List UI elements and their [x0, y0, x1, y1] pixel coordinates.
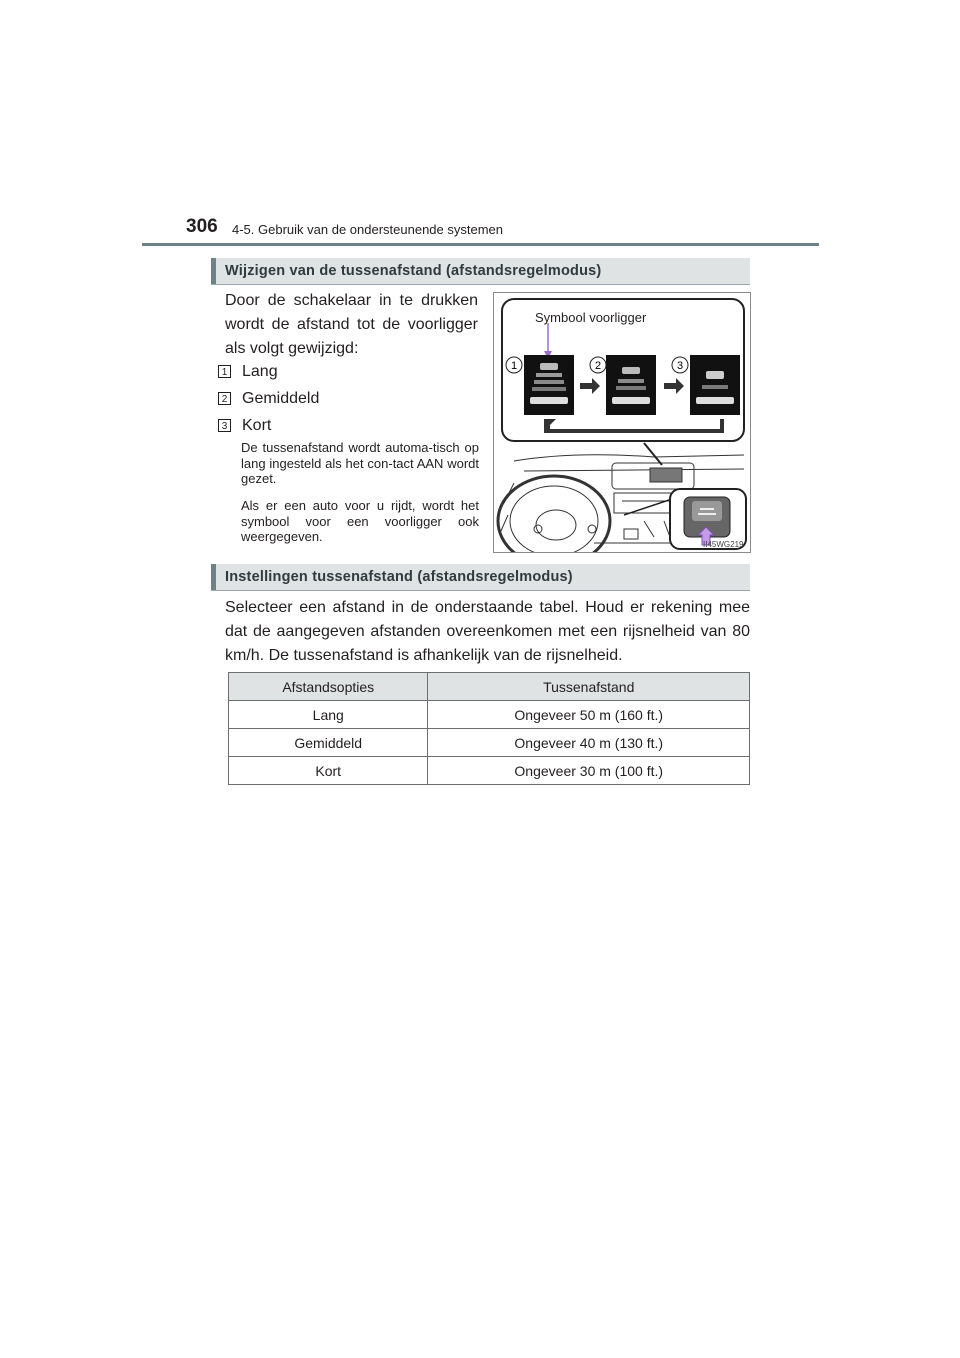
number-box: 3: [218, 419, 231, 432]
chapter-title: 4-5. Gebruik van de ondersteunende systemen: [232, 222, 504, 237]
table-cell: Lang: [229, 701, 428, 729]
callout-line: [644, 443, 662, 465]
table-header-row: [229, 673, 750, 701]
distance-options-list: [218, 358, 319, 439]
distance-switch-illustration: [493, 292, 751, 553]
figure-code: II45WG219: [703, 540, 744, 549]
display-panel-medium: [606, 355, 656, 415]
distance-switch-button: [692, 501, 722, 521]
list-item: [218, 412, 319, 439]
section-heading-text: Instellingen tussenafstand (afstandsregelmodus): [225, 569, 573, 585]
section-heading-distance-settings: [211, 564, 750, 591]
number-box: 2: [218, 392, 231, 405]
display-panel-long: [524, 355, 574, 415]
header-rule: [142, 243, 819, 246]
table-row: [229, 757, 750, 785]
number-box: 1: [218, 365, 231, 378]
list-item-label: Kort: [242, 416, 272, 434]
table-cell: Ongeveer 50 m (160 ft.): [428, 701, 750, 729]
step-number-2: 2: [594, 360, 602, 372]
list-item-label: Gemiddeld: [242, 389, 320, 407]
table-header-cell: Afstandsopties: [229, 673, 428, 701]
note-auto-long: De tussenafstand wordt automa-tisch op lang ingesteld als het con-tact AAN wordt gezet.: [241, 440, 479, 486]
section-heading-bar: [211, 564, 216, 590]
section-heading-bar: [211, 258, 216, 284]
distance-table: [228, 672, 750, 785]
return-arrow-stem: [544, 419, 550, 433]
list-item: [218, 385, 319, 412]
table-cell: Ongeveer 40 m (130 ft.): [428, 729, 750, 757]
section-heading-text: Wijzigen van de tussenafstand (afstandsregelmodus): [225, 263, 602, 279]
settings-paragraph: Selecteer een afstand in de onderstaande tabel. Houd er rekening mee dat de aangegeven afstanden overeenkomen met een rijsnelheid van 80 km/h. De tussenafstand is afhankelijk van de rijsnelheid.: [225, 599, 750, 664]
step-number-3: 3: [676, 360, 684, 372]
list-item-label: Lang: [242, 362, 278, 380]
table-cell: Kort: [229, 757, 428, 785]
table-cell: Ongeveer 30 m (100 ft.): [428, 757, 750, 785]
illustration-graphic: [494, 293, 751, 553]
step-number-1: 1: [510, 360, 518, 372]
intro-paragraph: Door de schakelaar in te drukken wordt de afstand tot de voorligger als volgt gewijzigd:: [225, 292, 478, 357]
section-heading-distance-change: [211, 258, 750, 285]
note-preceding-vehicle: Als er een auto voor u rijdt, wordt het symbool voor een voorligger ook weergegeven.: [241, 498, 479, 544]
page-number: 306: [186, 216, 218, 237]
table-row: [229, 729, 750, 757]
figure-caption: Symbool voorligger: [535, 310, 647, 325]
table-cell: Gemiddeld: [229, 729, 428, 757]
table-row: [229, 701, 750, 729]
list-item: [218, 358, 319, 385]
display-panel-short: [690, 355, 740, 415]
table-header-cell: Tussenafstand: [428, 673, 750, 701]
